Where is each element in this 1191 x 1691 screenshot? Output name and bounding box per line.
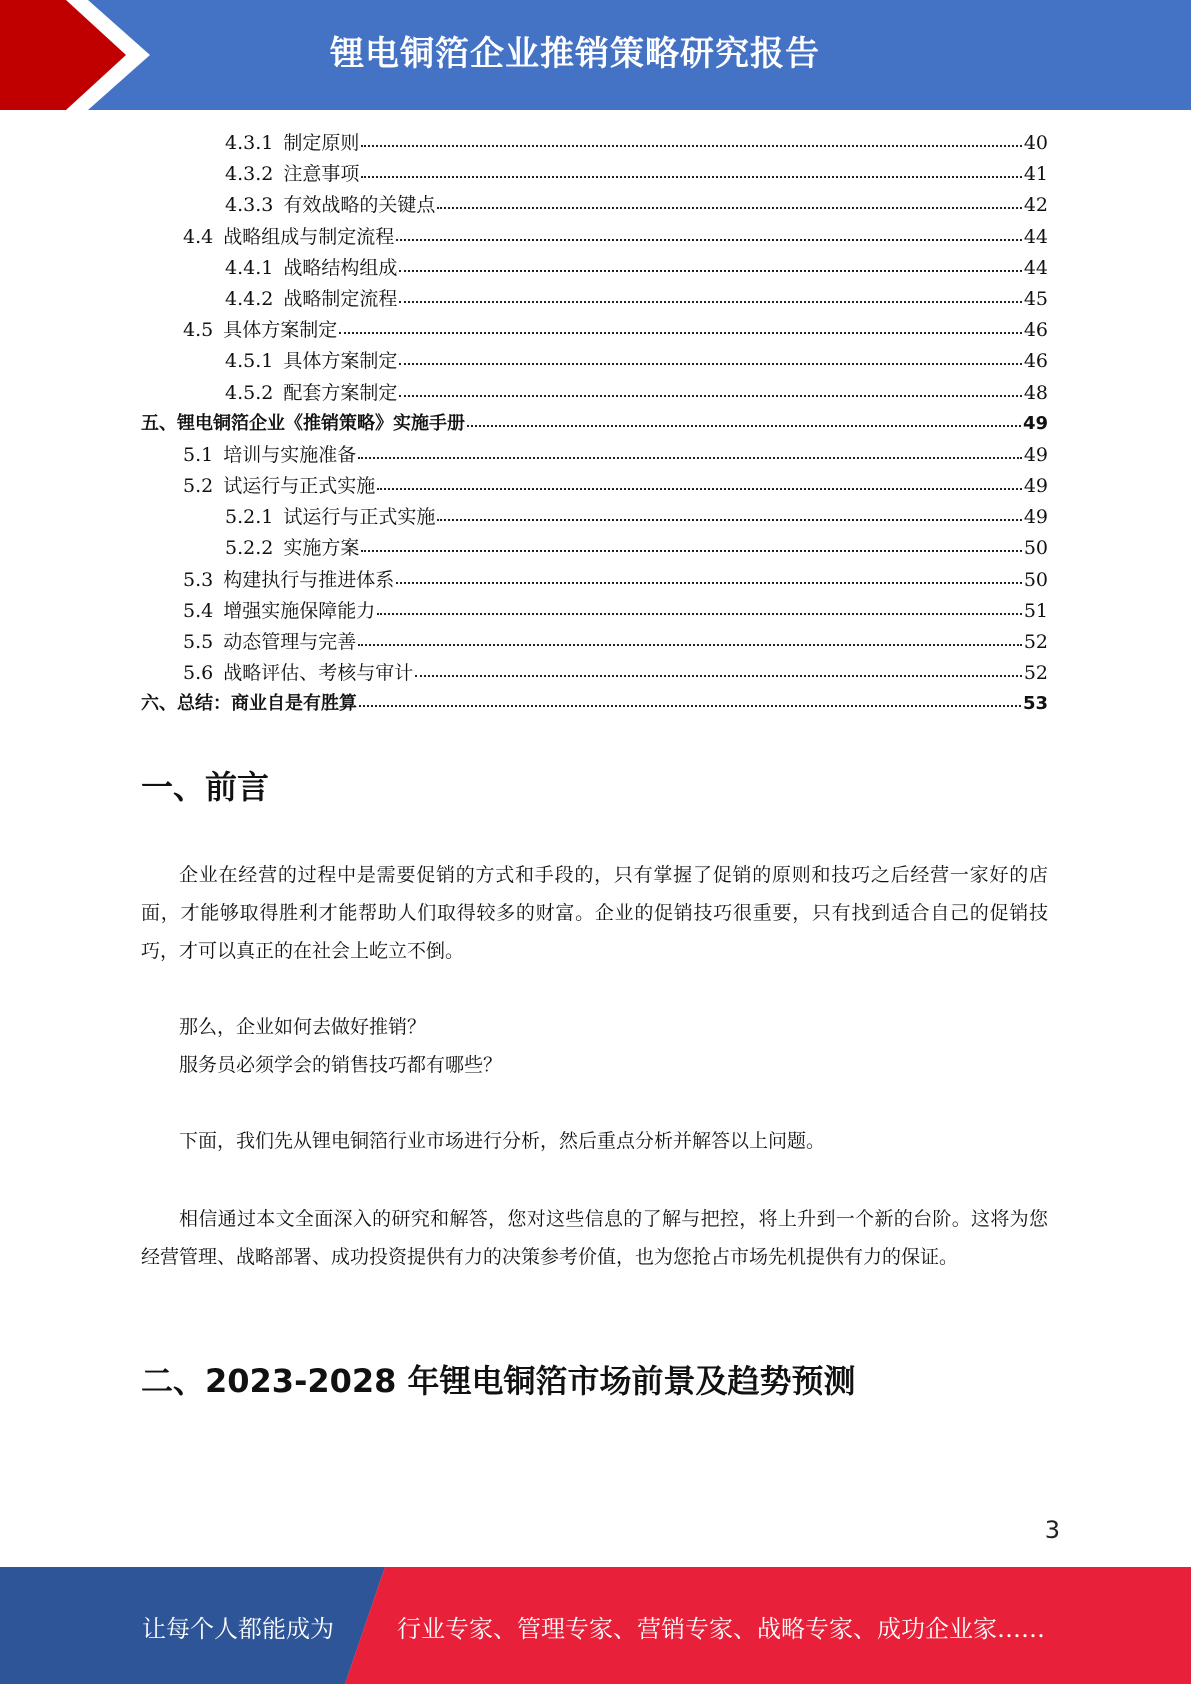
toc-entry-label: 有效战略的关键点 <box>283 194 436 217</box>
toc-dot-leader <box>359 704 1021 707</box>
toc-dot-leader <box>377 487 1022 490</box>
toc-entry-page: 49 <box>1022 412 1048 434</box>
toc-entry-title <box>225 190 435 217</box>
toc-entry-label: 动态管理与完善 <box>223 631 357 653</box>
toc-entry-title <box>183 565 394 592</box>
toc-entry[interactable] <box>141 627 1048 658</box>
toc-entry-number: 5.5 <box>183 631 214 653</box>
toc-entry-title <box>183 627 356 654</box>
toc-entry[interactable] <box>141 440 1048 471</box>
toc-dot-leader <box>399 269 1021 272</box>
toc-entry[interactable] <box>141 596 1048 627</box>
toc-entry-title <box>183 658 413 685</box>
section-heading-preface: 一、前言 <box>141 768 270 806</box>
toc-entry-number: 5.2.1 <box>225 506 274 529</box>
toc-entry-title <box>225 533 359 560</box>
toc-entry-title <box>141 689 357 715</box>
header-arrow-decoration <box>0 0 170 110</box>
header-banner <box>0 0 1191 110</box>
toc-entry-page: 41 <box>1023 163 1048 186</box>
toc-entry-number: 4.5.2 <box>225 381 274 404</box>
footer-banner <box>0 1567 1191 1684</box>
toc-entry-label: 增强实施保障能力 <box>223 599 376 622</box>
toc-dot-leader <box>399 300 1021 303</box>
toc-entry-number: 4.4 <box>183 225 214 248</box>
toc-entry-page: 49 <box>1023 506 1048 529</box>
toc-entry-page: 49 <box>1023 443 1048 466</box>
toc-entry-label: 注意事项 <box>283 163 360 186</box>
toc-dot-leader <box>437 206 1021 209</box>
section-heading-market-forecast: 二、2023-2028 年锂电铜箔市场前景及趋势预测 <box>141 1362 856 1400</box>
toc-dot-leader <box>415 674 1022 677</box>
toc-entry[interactable] <box>141 190 1048 221</box>
toc-entry-page: 45 <box>1023 287 1048 310</box>
toc-entry-number: 4.3.2 <box>225 163 274 186</box>
table-of-contents <box>141 128 1048 721</box>
toc-dot-leader <box>399 362 1021 365</box>
toc-entry-number: 5.1 <box>183 443 214 466</box>
toc-entry-title <box>225 253 397 280</box>
toc-entry-page: 40 <box>1023 132 1048 154</box>
toc-entry-label: 构建执行与推进体系 <box>223 568 395 591</box>
toc-dot-leader <box>361 175 1021 178</box>
toc-entry-page: 52 <box>1023 662 1048 685</box>
toc-dot-leader <box>396 581 1022 584</box>
toc-entry[interactable] <box>141 253 1048 284</box>
toc-entry-page: 48 <box>1023 381 1048 404</box>
report-title: 锂电铜箔企业推销策略研究报告 <box>330 34 820 74</box>
toc-entry-label: 战略制定流程 <box>283 287 398 310</box>
toc-entry-title <box>225 128 359 155</box>
toc-entry[interactable] <box>141 658 1048 689</box>
toc-dot-leader <box>377 612 1022 615</box>
toc-entry[interactable] <box>141 346 1048 377</box>
footer-slogan-left: 让每个人都能成为 <box>142 1615 334 1643</box>
toc-entry-number: 5.6 <box>183 662 214 685</box>
toc-entry-title <box>225 284 397 311</box>
toc-entry-number: 4.3.3 <box>225 194 274 217</box>
toc-entry-number: 4.3.1 <box>225 132 274 154</box>
toc-entry[interactable] <box>141 565 1048 596</box>
toc-entry-label: 试运行与正式实施 <box>223 475 376 498</box>
preface-paragraph: 企业在经营的过程中是需要促销的方式和手段的，只有掌握了促销的原则和技巧之后经营一家好的店面，才能够取得胜利才能帮助人们取得较多的财富。企业的促销技巧很重要，只有找到适合自己的促销技巧，才可以真正的在社会上屹立不倒。 <box>141 864 1048 962</box>
toc-entry-number: 5.2.2 <box>225 537 274 560</box>
toc-dot-leader <box>358 643 1022 646</box>
toc-entry-number: 5.4 <box>183 599 214 622</box>
toc-entry-label: 具体方案制定 <box>283 350 398 373</box>
toc-entry-label: 具体方案制定 <box>223 319 338 342</box>
preface-analysis-note: 下面，我们先从锂电铜箔行业市场进行分析，然后重点分析并解答以上问题。 <box>179 1130 826 1152</box>
toc-entry-number: 5.2 <box>183 475 214 498</box>
toc-entry-title <box>183 596 375 623</box>
toc-entry[interactable] <box>141 409 1048 440</box>
toc-entry-label: 试运行与正式实施 <box>283 506 436 529</box>
toc-entry-page: 52 <box>1023 631 1048 653</box>
toc-dot-leader <box>358 456 1022 459</box>
toc-entry[interactable] <box>141 128 1048 159</box>
toc-entry-label: 制定原则 <box>283 132 360 154</box>
toc-dot-leader <box>339 331 1022 334</box>
toc-entry-title <box>225 378 397 405</box>
toc-entry-title <box>183 315 337 342</box>
toc-entry[interactable] <box>141 533 1048 564</box>
toc-entry-label: 实施方案 <box>283 537 360 560</box>
preface-question-1: 那么，企业如何去做好推销？ <box>179 1016 427 1038</box>
toc-entry[interactable] <box>141 159 1048 190</box>
toc-entry-label: 战略结构组成 <box>283 256 398 279</box>
toc-entry-number: 4.4.2 <box>225 287 274 310</box>
toc-entry-label: 配套方案制定 <box>283 381 398 404</box>
toc-entry-page: 46 <box>1023 350 1048 373</box>
toc-entry-page: 42 <box>1023 194 1048 217</box>
toc-entry-label: 五、锂电铜箔企业《推销策略》实施手册 <box>141 412 465 434</box>
toc-entry-title <box>225 502 435 529</box>
toc-entry-title <box>141 409 465 435</box>
toc-entry[interactable] <box>141 284 1048 315</box>
footer-slogan-right: 行业专家、管理专家、营销专家、战略专家、成功企业家…… <box>397 1615 1045 1643</box>
toc-dot-leader <box>361 549 1021 552</box>
toc-entry-page: 44 <box>1023 256 1048 279</box>
toc-entry-label: 六、总结：商业自是有胜算 <box>141 693 357 715</box>
toc-entry-page: 50 <box>1023 537 1048 560</box>
preface-question-2: 服务员必须学会的销售技巧都有哪些？ <box>179 1054 503 1076</box>
toc-entry-number: 4.5.1 <box>225 350 274 373</box>
toc-entry[interactable] <box>141 502 1048 533</box>
toc-dot-leader <box>467 424 1021 427</box>
toc-entry-number: 4.5 <box>183 319 214 342</box>
toc-entry-page: 51 <box>1023 599 1048 622</box>
toc-entry[interactable] <box>141 378 1048 409</box>
toc-entry-page: 50 <box>1023 568 1048 591</box>
toc-entry-page: 53 <box>1022 693 1048 715</box>
toc-entry-title <box>225 159 359 186</box>
toc-entry-title <box>183 222 394 249</box>
toc-entry[interactable] <box>141 315 1048 346</box>
toc-entry-title <box>183 471 375 498</box>
toc-entry[interactable] <box>141 222 1048 253</box>
toc-dot-leader <box>396 238 1022 241</box>
toc-entry-page: 46 <box>1023 319 1048 342</box>
toc-dot-leader <box>399 394 1021 397</box>
toc-entry-label: 战略评估、考核与审计 <box>223 662 414 685</box>
toc-entry-page: 49 <box>1023 475 1048 498</box>
toc-entry-title <box>183 440 356 467</box>
toc-dot-leader <box>437 518 1021 521</box>
toc-entry-title <box>225 346 397 373</box>
toc-entry[interactable] <box>141 689 1048 720</box>
toc-entry-label: 战略组成与制定流程 <box>223 225 395 248</box>
toc-entry-number: 5.3 <box>183 568 214 591</box>
toc-entry-label: 培训与实施准备 <box>223 443 357 466</box>
toc-entry-number: 4.4.1 <box>225 256 274 279</box>
toc-dot-leader <box>361 144 1021 147</box>
preface-closing-paragraph: 相信通过本文全面深入的研究和解答，您对这些信息的了解与把控，将上升到一个新的台阶。这将为您经营管理、战略部署、成功投资提供有力的决策参考价值，也为您抢占市场先机提供有力的保证。 <box>141 1208 1048 1268</box>
page-number: 3 <box>1044 1516 1060 1544</box>
toc-entry-page: 44 <box>1023 225 1048 248</box>
toc-entry[interactable] <box>141 471 1048 502</box>
